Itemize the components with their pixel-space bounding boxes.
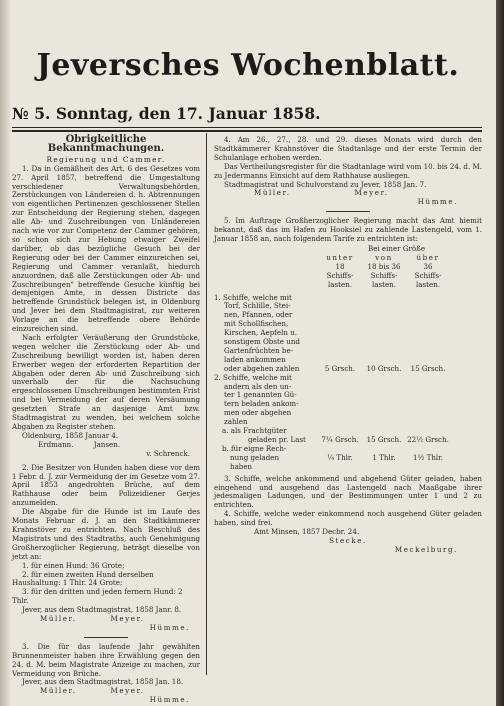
notice-4-date: Stadtmagistrat und Schulvorstand zu Jever, 1858 Jan. 7.: [224, 179, 427, 189]
rate-2a-ueber: 22½ Grsch.: [407, 435, 449, 444]
row-1-line: mit Schollfischen,: [224, 319, 289, 329]
signature-meyer: Meyer.: [110, 686, 145, 696]
signature-meyer: Meyer.: [110, 614, 145, 624]
signature-schrenck: v. Schrenck.: [146, 448, 190, 458]
notice-5-date: Amt Minsen, 1857 Decbr. 24.: [254, 527, 360, 537]
column-ueber: über: [416, 252, 440, 262]
notice-1-date: Oldenburg, 1858 Januar 4.: [22, 430, 119, 440]
row-2-line: ter 1 genannten Gü-: [224, 390, 297, 400]
page-spine: [0, 0, 10, 706]
tariff-row-1-label: [214, 294, 318, 374]
row-1-line: Torf, Schlille, Stei-: [224, 301, 291, 311]
notice-2-tax: Die Abgabe für die Hunde ist im Laufe des Monats Februar d. J. an den Stadtkämmerer Krahnstöver zu entrichten. Nach Beschluß des Magistrats und des Stadtraths, auch Genehmigung Großherzoglicher Regierung, beträgt dieselbe von jetzt an:: [12, 507, 200, 561]
tariff-table-heading: Bei einer Größe: [368, 243, 426, 253]
size-von: 18 bis 36: [367, 261, 401, 271]
signature-mueller: Müller.: [40, 614, 77, 624]
rate-1-ueber: 15 Grsch.: [410, 363, 446, 373]
rate-2b-von: 1 Thlr.: [372, 452, 396, 462]
notice-3-paragraph: 3. Die für das laufende Jahr gewählten Brunnenmeister haben ihre Erwählung gegen den 24. d. M. beim Magistrate Anzeige zu machen, zur Vermeidung von Brüche.: [12, 641, 200, 678]
signature-mueller: Müller.: [40, 686, 77, 696]
row-1-line: laden ankommen: [224, 354, 286, 364]
column-von: von: [375, 252, 393, 262]
notice-5-item-4: 4. Schiffe, welche weder einkommend noch ausgehend Güter geladen haben, sind frei.: [214, 509, 482, 528]
tariff-header-row: [214, 254, 482, 290]
tariff-row-1: [214, 294, 482, 374]
right-column: [214, 136, 482, 555]
book-edge: [496, 0, 504, 706]
size-ueber: 36: [423, 261, 433, 271]
row-2-line: tern beladen ankom-: [224, 399, 299, 409]
row-2-line: zahlen: [224, 417, 248, 427]
row-2-line: b. für eigne Rech-: [222, 443, 287, 453]
rate-2b-unter: ¼ Thlr.: [327, 452, 353, 462]
notice-2-item-1: 1. für einen Hund: 36 Grote;: [22, 560, 125, 570]
unit-unter-2: lasten.: [327, 279, 352, 289]
issue-dateline: № 5. Sonntag, den 17. Januar 1858.: [12, 104, 321, 123]
notice-2-item-2: 2. für einen zweiten Hund derselben Haushaltung: 1 Thlr. 24 Grote;: [12, 569, 154, 588]
column-unter: unter: [326, 252, 354, 262]
rate-2b-ueber: 1½ Thlr.: [412, 452, 444, 462]
unit-ueber-2: lasten.: [415, 279, 440, 289]
tariff-row-2-label: [214, 374, 318, 436]
signature-huemme: Hümme.: [149, 695, 190, 705]
notice-4-register: Das Vertheilungsregister für die Stadtanlage wird vom 10. bis 24. d. M. zu Jedermanns Einsicht auf dem Rathhause ausliegen.: [214, 161, 482, 180]
row-2-line: men oder abgehen: [224, 408, 292, 418]
size-unter: 18: [335, 261, 345, 271]
signature-erdmann: Erdmann.: [38, 439, 74, 449]
section-subheading: Regierung und Cammer.: [46, 154, 166, 164]
signature-stecke: Stecke.: [329, 535, 367, 545]
row-1-line: oder abgehen zahlen: [224, 363, 300, 373]
row-2-line: haben: [230, 461, 253, 471]
notice-separator: [84, 637, 128, 638]
tariff-table: [214, 245, 482, 472]
notice-2-date: Jever, aus dem Stadtmagistrat, 1858 Janr. 8.: [22, 605, 182, 615]
signature-jansen: Jansen.: [93, 439, 121, 449]
signature-meckelburg: Meckelburg.: [394, 544, 458, 554]
section-heading: Obrigkeitliche Bekanntmachungen.: [47, 134, 165, 154]
row-1-line: Gartenfrüchten be-: [224, 345, 294, 355]
column-divider: [206, 133, 207, 675]
left-column: [12, 136, 200, 705]
notice-4-paragraph: 4. Am 26., 27., 28. und 29. dieses Monats wird durch den Stadtkämmerer Krahnstöver die Stadtanlage und der erste Termin der Schulanlage erhoben werden.: [214, 135, 482, 162]
notice-2-item-3: 3. für den dritten und jeden fernern Hund: 2 Thlr.: [12, 587, 183, 606]
notice-separator: [326, 211, 370, 212]
unit-ueber: Schiffs-: [414, 270, 442, 280]
row-1-line: 1. Schiffe, welche mit: [214, 292, 292, 302]
notice-2-intro: 2. Die Besitzer von Hunden haben diese vor dem 1 Febr. d. J. zur Vermeidung der im Gesetze vom 27. April 1853 angedrohten Brüche, auf dem Rathhause oder beim Polizeidiener Gerjes anzumelden.: [12, 462, 200, 508]
row-1-line: sonstigem Obste und: [224, 337, 300, 347]
rate-2a-von: 15 Grsch.: [366, 435, 402, 444]
unit-von: Schiffs-: [370, 270, 398, 280]
rate-2a-unter: 7¼ Grsch.: [321, 435, 359, 444]
rate-1-von: 10 Grsch.: [366, 363, 402, 373]
notice-3-date: Jever, aus dem Stadtmagistrat, 1858 Jan. 18.: [22, 677, 184, 687]
notice-1-paragraph-1: 1. Da in Gemäßheit des Art. 6 des Gesetzes vom 27. April 1857, betreffend die Umgestaltung verschiedener Verwaltungsbehörden, Zerstückungen von Ländereien d. h. Abtrennungen von eigentlichen Pertinenzen geschlossener Stellen zur Entscheidung der Regierung stehen, dagegen alle Ab- und Zuschreibungen von Unländereien nach wie vor zur Competenz der Cammer gehören, so schon sich zur Hebung etwaiger Zweifel darüber, ob das bezügliche Gesuch bei der Regierung oder bei der Cammer einzureichen sei, Regierung und Cammer veranlaßt, hiedurch anzuordnen, daß alle Zerstückungen oder Ab- und Zuschreibungen" betreffende Gesuche künftig bei demjenigen Amte, in dessen Districte das betreffende Grundstück belegen ist, in Oldenburg und Jever bei dem Stadtmagistrat, zur weiteren Vorlage an die betreffende obere Behörde einzureichen sind.: [12, 163, 200, 334]
tariff-row-2: [214, 374, 482, 472]
row-1-line: Kirschen, Aepfeln u.: [224, 328, 298, 338]
header-rule-thin: [12, 127, 482, 128]
header-rule-thick: [12, 130, 482, 132]
row-2-line: 2. Schiffe, welche mit: [214, 372, 292, 382]
row-2-line: a. als Frachtgüter: [222, 426, 287, 436]
unit-von-2: lasten.: [371, 279, 396, 289]
notice-5-paragraph: 5. Im Auftrage Großherzoglicher Regierung macht das Amt hiemit bekannt, daß das im Hafen zu Hooksiel zu zahlende Lastengeld, vom 1. Januar 1858 an, nach folgendem Tarife zu entrichten ist:: [214, 216, 482, 244]
rate-1-unter: 5 Grsch.: [324, 363, 356, 373]
row-2b-label: [214, 445, 318, 472]
notice-5-item-3: 3. Schiffe, welche ankommend und abgehend Güter geladen, haben eingehend und ausgehend das Lastengeld nach Maaßgabe ihrer jedesmaligen Ladungen, und der Bestimmungen unter 1 und 2 zu entrichten.: [214, 473, 482, 510]
row-2-line: nung geladen: [230, 452, 280, 462]
signature-huemme: Hümme.: [417, 197, 458, 207]
row-1-line: nen, Pfannen, oder: [224, 310, 293, 320]
unit-unter: Schiffs-: [326, 270, 354, 280]
signature-mueller: Müller.: [254, 188, 291, 198]
row-2a-label: geladen pr. Last: [248, 435, 306, 444]
signature-meyer: Meyer.: [354, 188, 389, 198]
signature-huemme: Hümme.: [149, 622, 190, 632]
notice-1-paragraph-2: Nach erfolgter Veräußerung der Grundstücke, wegen welcher die Zerstückung oder Ab- und Zuschreibung bewilligt worden ist, haben deren Erwerber wegen der erforderten Repartition der Abgaben oder deren Ab- und Zuschreibung sich unverhalb der für die Nachsuchung ergeschlossenen Umschreibungen bestimmten Frist und bei Vermeidung der auf deren Versäumung gesetzten Strafe an dasjenige Amt bzw. Stadtmagistrat zu wenden, bei welchem solche Abgaben zu Register stehen.: [12, 332, 201, 431]
row-2-line: andern als den un-: [224, 381, 292, 391]
masthead-title: Jeversches Wochenblatt.: [36, 48, 460, 83]
